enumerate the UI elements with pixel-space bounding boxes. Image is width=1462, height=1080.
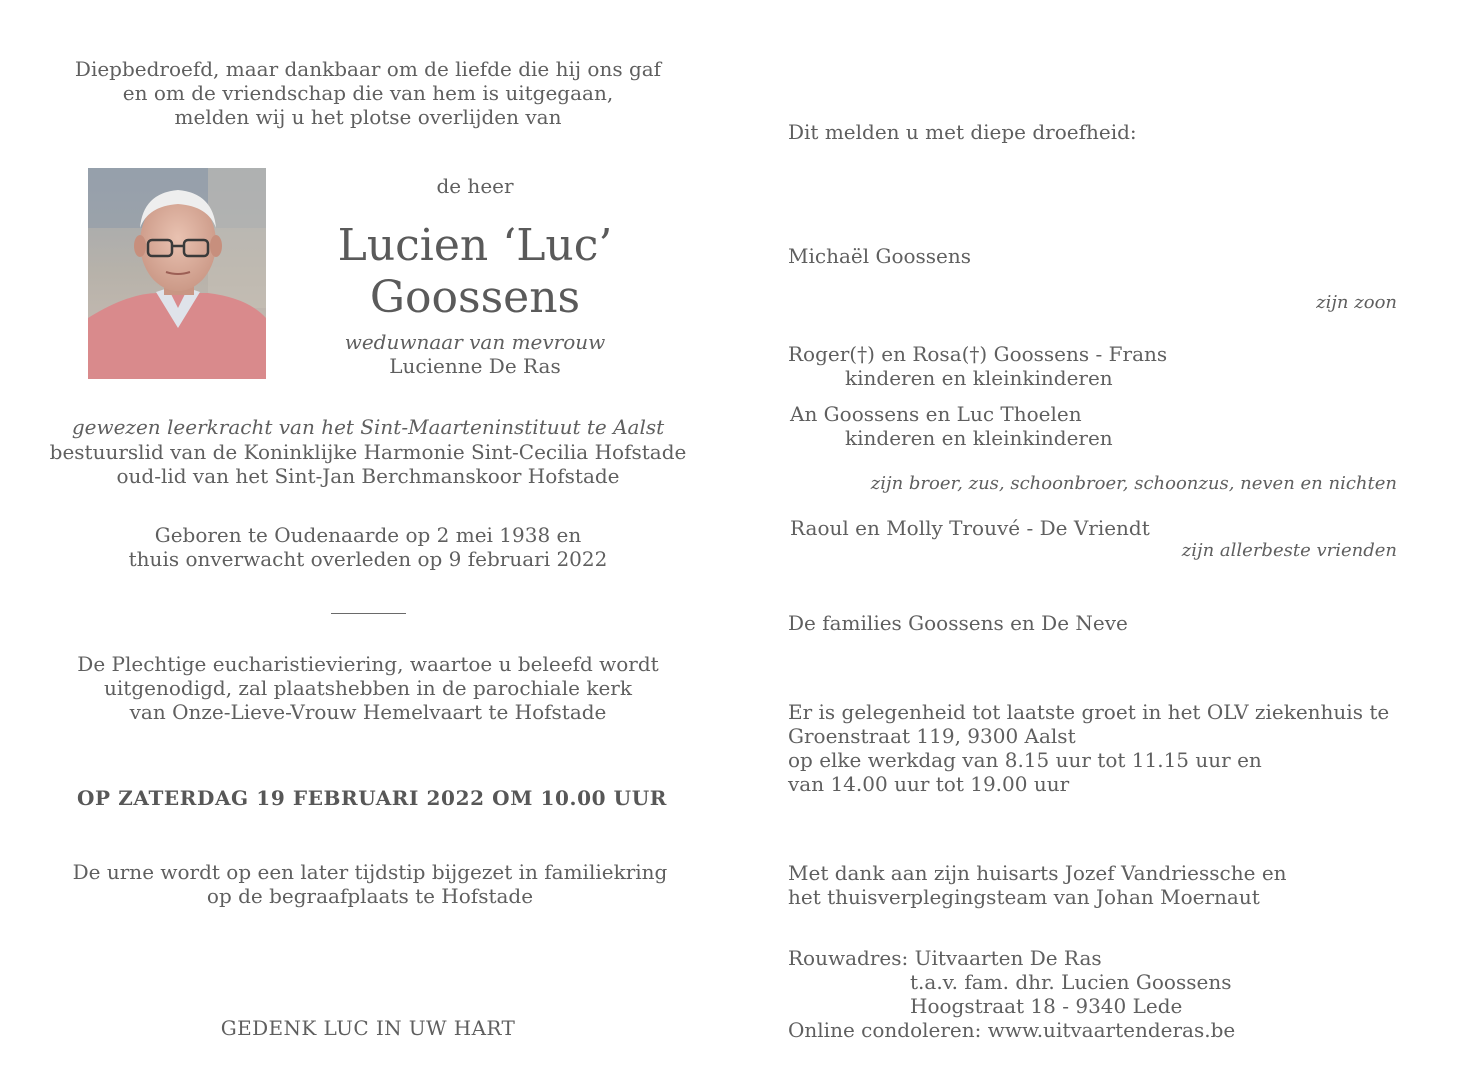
- visitation-info: [788, 700, 1389, 796]
- died-line: thuis onverwacht overleden op 9 februari 2022: [128, 547, 608, 571]
- families-names: De families Goossens en De Neve: [788, 611, 1128, 635]
- name-last: Goossens: [369, 272, 581, 323]
- intro-line: Diepbedroefd, maar dankbaar om de liefde die hij ons gaf: [74, 57, 662, 81]
- urn-line: De urne wordt op een later tijdstip bijgezet in familiekring: [72, 860, 668, 884]
- son-relation: zijn zoon: [1316, 292, 1397, 313]
- visitation-line: Groenstraat 119, 9300 Aalst: [788, 724, 1076, 748]
- visitation-line: op elke werkdag van 8.15 uur tot 11.15 uur en: [788, 748, 1262, 772]
- widow-of: [275, 330, 675, 378]
- function-line: gewezen leerkracht van het Sint-Maarteninstituut te Aalst: [71, 415, 665, 439]
- announce-text: Dit melden u met diepe droefheid:: [788, 120, 1137, 144]
- visitation-line: van 14.00 uur tot 19.00 uur: [788, 772, 1070, 796]
- address-label: Rouwadres:: [788, 946, 909, 970]
- spouse-name: Lucienne De Ras: [389, 354, 561, 378]
- address-attention: t.a.v. fam. dhr. Lucien Goossens: [910, 970, 1232, 994]
- urn-line: op de begraafplaats te Hofstade: [206, 884, 534, 908]
- ceremony-date: OP ZATERDAG 19 FEBRUARI 2022 OM 10.00 UUR: [77, 786, 667, 810]
- intro-line: melden wij u het plotse overlijden van: [174, 105, 562, 129]
- online-condolence: [788, 1018, 1235, 1042]
- sibling-descendants: kinderen en kleinkinderen: [845, 366, 1113, 390]
- thanks-line: Met dank aan zijn huisarts Jozef Vandriessche en: [788, 861, 1287, 885]
- address-block: [788, 946, 1235, 1042]
- address-name: Uitvaarten De Ras: [914, 946, 1102, 970]
- mass-line: De Plechtige eucharistieviering, waartoe u beleefd wordt: [77, 652, 659, 676]
- remember-text: GEDENK LUC IN UW HART: [220, 1016, 516, 1040]
- function-line: bestuurslid van de Koninklijke Harmonie Sint-Cecilia Hofstade: [49, 439, 687, 464]
- intro-line: en om de vriendschap die van hem is uitgegaan,: [122, 81, 614, 105]
- son-name: Michaël Goossens: [788, 244, 972, 268]
- title-prefix: de heer: [436, 174, 514, 198]
- name-first: Lucien ‘Luc’: [337, 220, 613, 271]
- condolence-link[interactable]: www.uitvaartenderas.be: [987, 1018, 1236, 1042]
- portrait-photo: [88, 168, 266, 379]
- address-line: [788, 946, 1235, 970]
- friends-relation: zijn allerbeste vrienden: [1181, 540, 1397, 561]
- birth-death: [40, 523, 696, 571]
- friends-names: Raoul en Molly Trouvé - De Vriendt: [790, 516, 1150, 540]
- siblings-relation: zijn broer, zus, schoonbroer, schoonzus, neven en nichten: [870, 473, 1397, 494]
- mass-line: van Onze-Lieve-Vrouw Hemelvaart te Hofstade: [129, 700, 607, 724]
- sibling-block-1: [788, 342, 1167, 390]
- mass-line: uitgenodigd, zal plaatshebben in de parochiale kerk: [104, 676, 632, 700]
- visitation-line: Er is gelegenheid tot laatste groet in het OLV ziekenhuis te: [788, 700, 1390, 724]
- sibling-descendants: kinderen en kleinkinderen: [845, 426, 1113, 450]
- intro-text: [40, 57, 696, 129]
- widow-label: weduwnaar van mevrouw: [344, 330, 606, 354]
- online-label: Online condoleren:: [788, 1018, 982, 1042]
- address-street: Hoogstraat 18 - 9340 Lede: [910, 994, 1183, 1018]
- mass-info: [40, 652, 696, 724]
- divider: [331, 613, 406, 614]
- urn-info: [40, 860, 700, 908]
- sibling-name: An Goossens en Luc Thoelen: [790, 402, 1082, 426]
- deceased-name: [275, 220, 675, 324]
- born-line: Geboren te Oudenaarde op 2 mei 1938 en: [154, 523, 582, 547]
- sibling-name: Roger(†) en Rosa(†) Goossens - Frans: [788, 342, 1168, 366]
- thanks-line: het thuisverplegingsteam van Johan Moernaut: [788, 885, 1260, 909]
- thanks-text: [788, 861, 1287, 909]
- sibling-block-2: [790, 402, 1113, 450]
- function-line: oud-lid van het Sint-Jan Berchmanskoor Hofstade: [116, 464, 620, 488]
- functions: [40, 415, 696, 489]
